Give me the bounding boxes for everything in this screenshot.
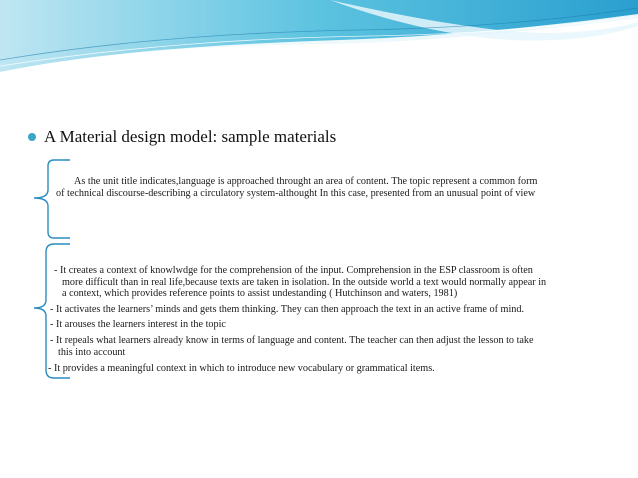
list-item: - It provides a meaningful context in which to introduce new vocabulary or grammatical items. bbox=[48, 363, 435, 375]
points-list bbox=[48, 265, 608, 375]
slide-title: A Material design model: sample materials bbox=[44, 127, 337, 146]
list-item: this into account bbox=[58, 346, 126, 358]
intro-line: of technical discourse-describing a circulatory system-althought In this case, presented from an unusual point of view bbox=[56, 187, 536, 199]
list-item: - It activates the learners’ minds and gets them thinking. They can then approach the text in an active frame of mind. bbox=[50, 303, 525, 315]
intro-paragraph bbox=[56, 176, 604, 199]
list-item: - It repeals what learners already know in terms of language and content. The teacher can then adjust the lesson to take bbox=[50, 334, 534, 346]
bullet-icon bbox=[28, 133, 36, 141]
intro-line: As the unit title indicates,language is approached throught an area of content. The topic represent a common form bbox=[74, 176, 538, 187]
list-item: - It creates a context of knowlwdge for the comprehension of the input. Comprehension in the ESP classroom is often bbox=[54, 265, 533, 276]
list-item: more difficult than in real life,because texts are taken in isolation. In the outside world a text would normally appear in bbox=[62, 276, 547, 288]
list-item: - It arouses the learners interest in the topic bbox=[50, 319, 226, 331]
list-item: a context, which provides reference points to assist undestanding ( Hutchinson and waters, 1981) bbox=[62, 288, 458, 300]
decorative-wave-banner bbox=[0, 0, 638, 80]
slide-title-row bbox=[28, 127, 336, 147]
